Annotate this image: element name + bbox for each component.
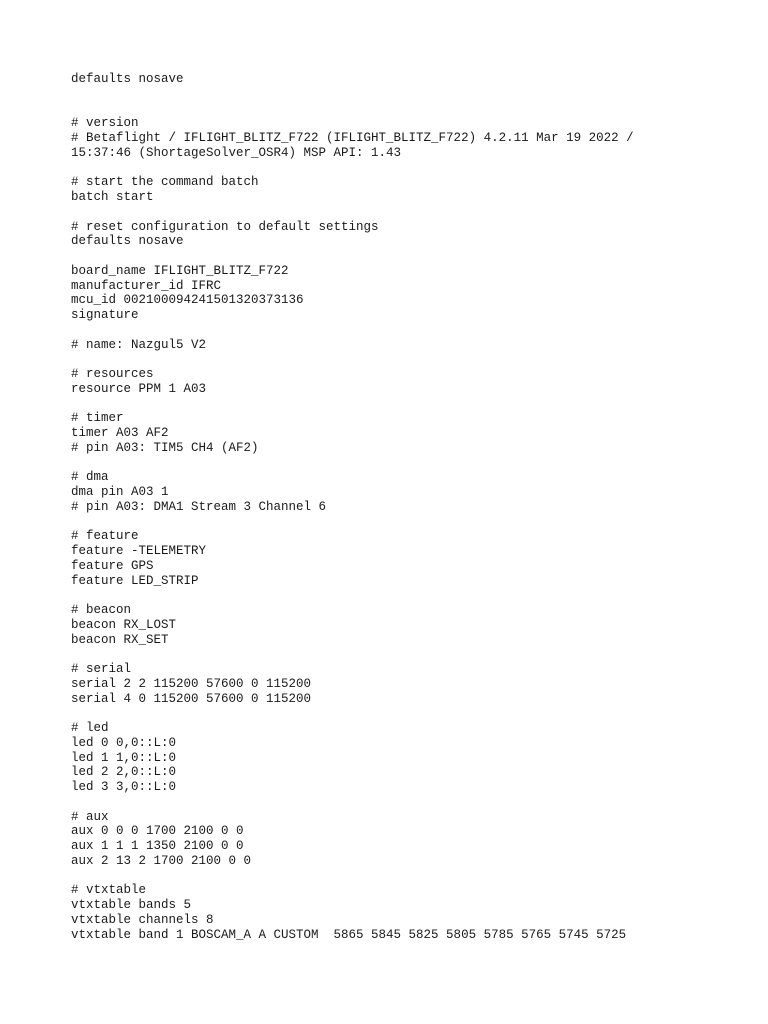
block-spacer — [71, 161, 751, 176]
block-spacer — [71, 588, 751, 603]
comment-line: # serial — [71, 662, 132, 676]
block-spacer — [71, 87, 751, 117]
command-line: led 2 2,0::L:0 — [71, 765, 177, 780]
block-spacer — [71, 205, 751, 220]
comment-line: # start the command batch — [71, 175, 259, 190]
block-spacer — [71, 249, 751, 264]
command-line: aux 0 0 0 1700 2100 0 0 — [71, 824, 244, 839]
command-line: vtxtable band 1 BOSCAM_A A CUSTOM 5865 5845 5825 5805 5785 5765 5745 5725 — [71, 927, 627, 942]
command-line: aux 2 13 2 1700 2100 0 0 — [71, 853, 252, 868]
command-line: serial 2 2 115200 57600 0 115200 — [71, 676, 312, 691]
block-spacer — [71, 515, 751, 530]
command-line: vtxtable channels 8 — [71, 912, 214, 927]
comment-line: # Betaflight / IFLIGHT_BLITZ_F722 (IFLIGHT_BLITZ_F722) 4.2.11 Mar 19 2022 / — [71, 131, 634, 145]
command-line: feature GPS — [71, 558, 154, 573]
command-line: aux 1 1 1 1350 2100 0 0 — [71, 839, 244, 853]
comment-line: # resources — [71, 367, 154, 381]
command-line: led 1 1,0::L:0 — [71, 750, 177, 765]
command-line: dma pin A03 1 — [71, 485, 169, 499]
comment-line: # dma — [71, 470, 109, 485]
command-line: defaults nosave — [71, 234, 184, 249]
block-spacer — [71, 397, 751, 412]
comment-line: # reset configuration to default settings — [71, 219, 379, 234]
comment-line: # pin A03: TIM5 CH4 (AF2) — [71, 440, 259, 455]
command-line: vtxtable bands 5 — [71, 898, 192, 912]
command-line: resource PPM 1 A03 — [71, 381, 207, 396]
command-line: feature LED_STRIP — [71, 573, 199, 588]
command-line: timer A03 AF2 — [71, 426, 169, 440]
block-spacer — [71, 456, 751, 471]
block-spacer — [71, 647, 751, 662]
comment-line: # name: Nazgul5 V2 — [71, 337, 207, 352]
command-line: feature -TELEMETRY — [71, 544, 207, 558]
comment-line: # aux — [71, 809, 109, 824]
command-line: led 0 0,0::L:0 — [71, 735, 177, 750]
comment-line: # vtxtable — [71, 883, 147, 898]
block-spacer — [71, 706, 751, 721]
command-line: led 3 3,0::L:0 — [71, 780, 177, 794]
block-spacer — [71, 795, 751, 810]
command-line: defaults nosave — [71, 72, 184, 86]
command-line: beacon RX_LOST — [71, 617, 177, 632]
command-line: signature — [71, 308, 139, 322]
cli-dump-document — [71, 72, 751, 942]
command-line: beacon RX_SET — [71, 632, 169, 647]
command-line: manufacturer_id IFRC — [71, 278, 222, 293]
command-line: 15:37:46 (ShortageSolver_OSR4) MSP API: 1.43 — [71, 145, 402, 160]
block-spacer — [71, 323, 751, 338]
comment-line: # beacon — [71, 603, 132, 617]
comment-line: # led — [71, 721, 109, 735]
command-line: mcu_id 002100094241501320373136 — [71, 293, 304, 308]
block-spacer — [71, 869, 751, 884]
comment-line: # pin A03: DMA1 Stream 3 Channel 6 — [71, 499, 327, 514]
comment-line: # feature — [71, 529, 139, 544]
command-line: board_name IFLIGHT_BLITZ_F722 — [71, 263, 289, 278]
comment-line: # timer — [71, 411, 124, 426]
command-line: serial 4 0 115200 57600 0 115200 — [71, 691, 312, 706]
block-spacer — [71, 352, 751, 367]
comment-line: # version — [71, 116, 139, 131]
command-line: batch start — [71, 190, 154, 204]
